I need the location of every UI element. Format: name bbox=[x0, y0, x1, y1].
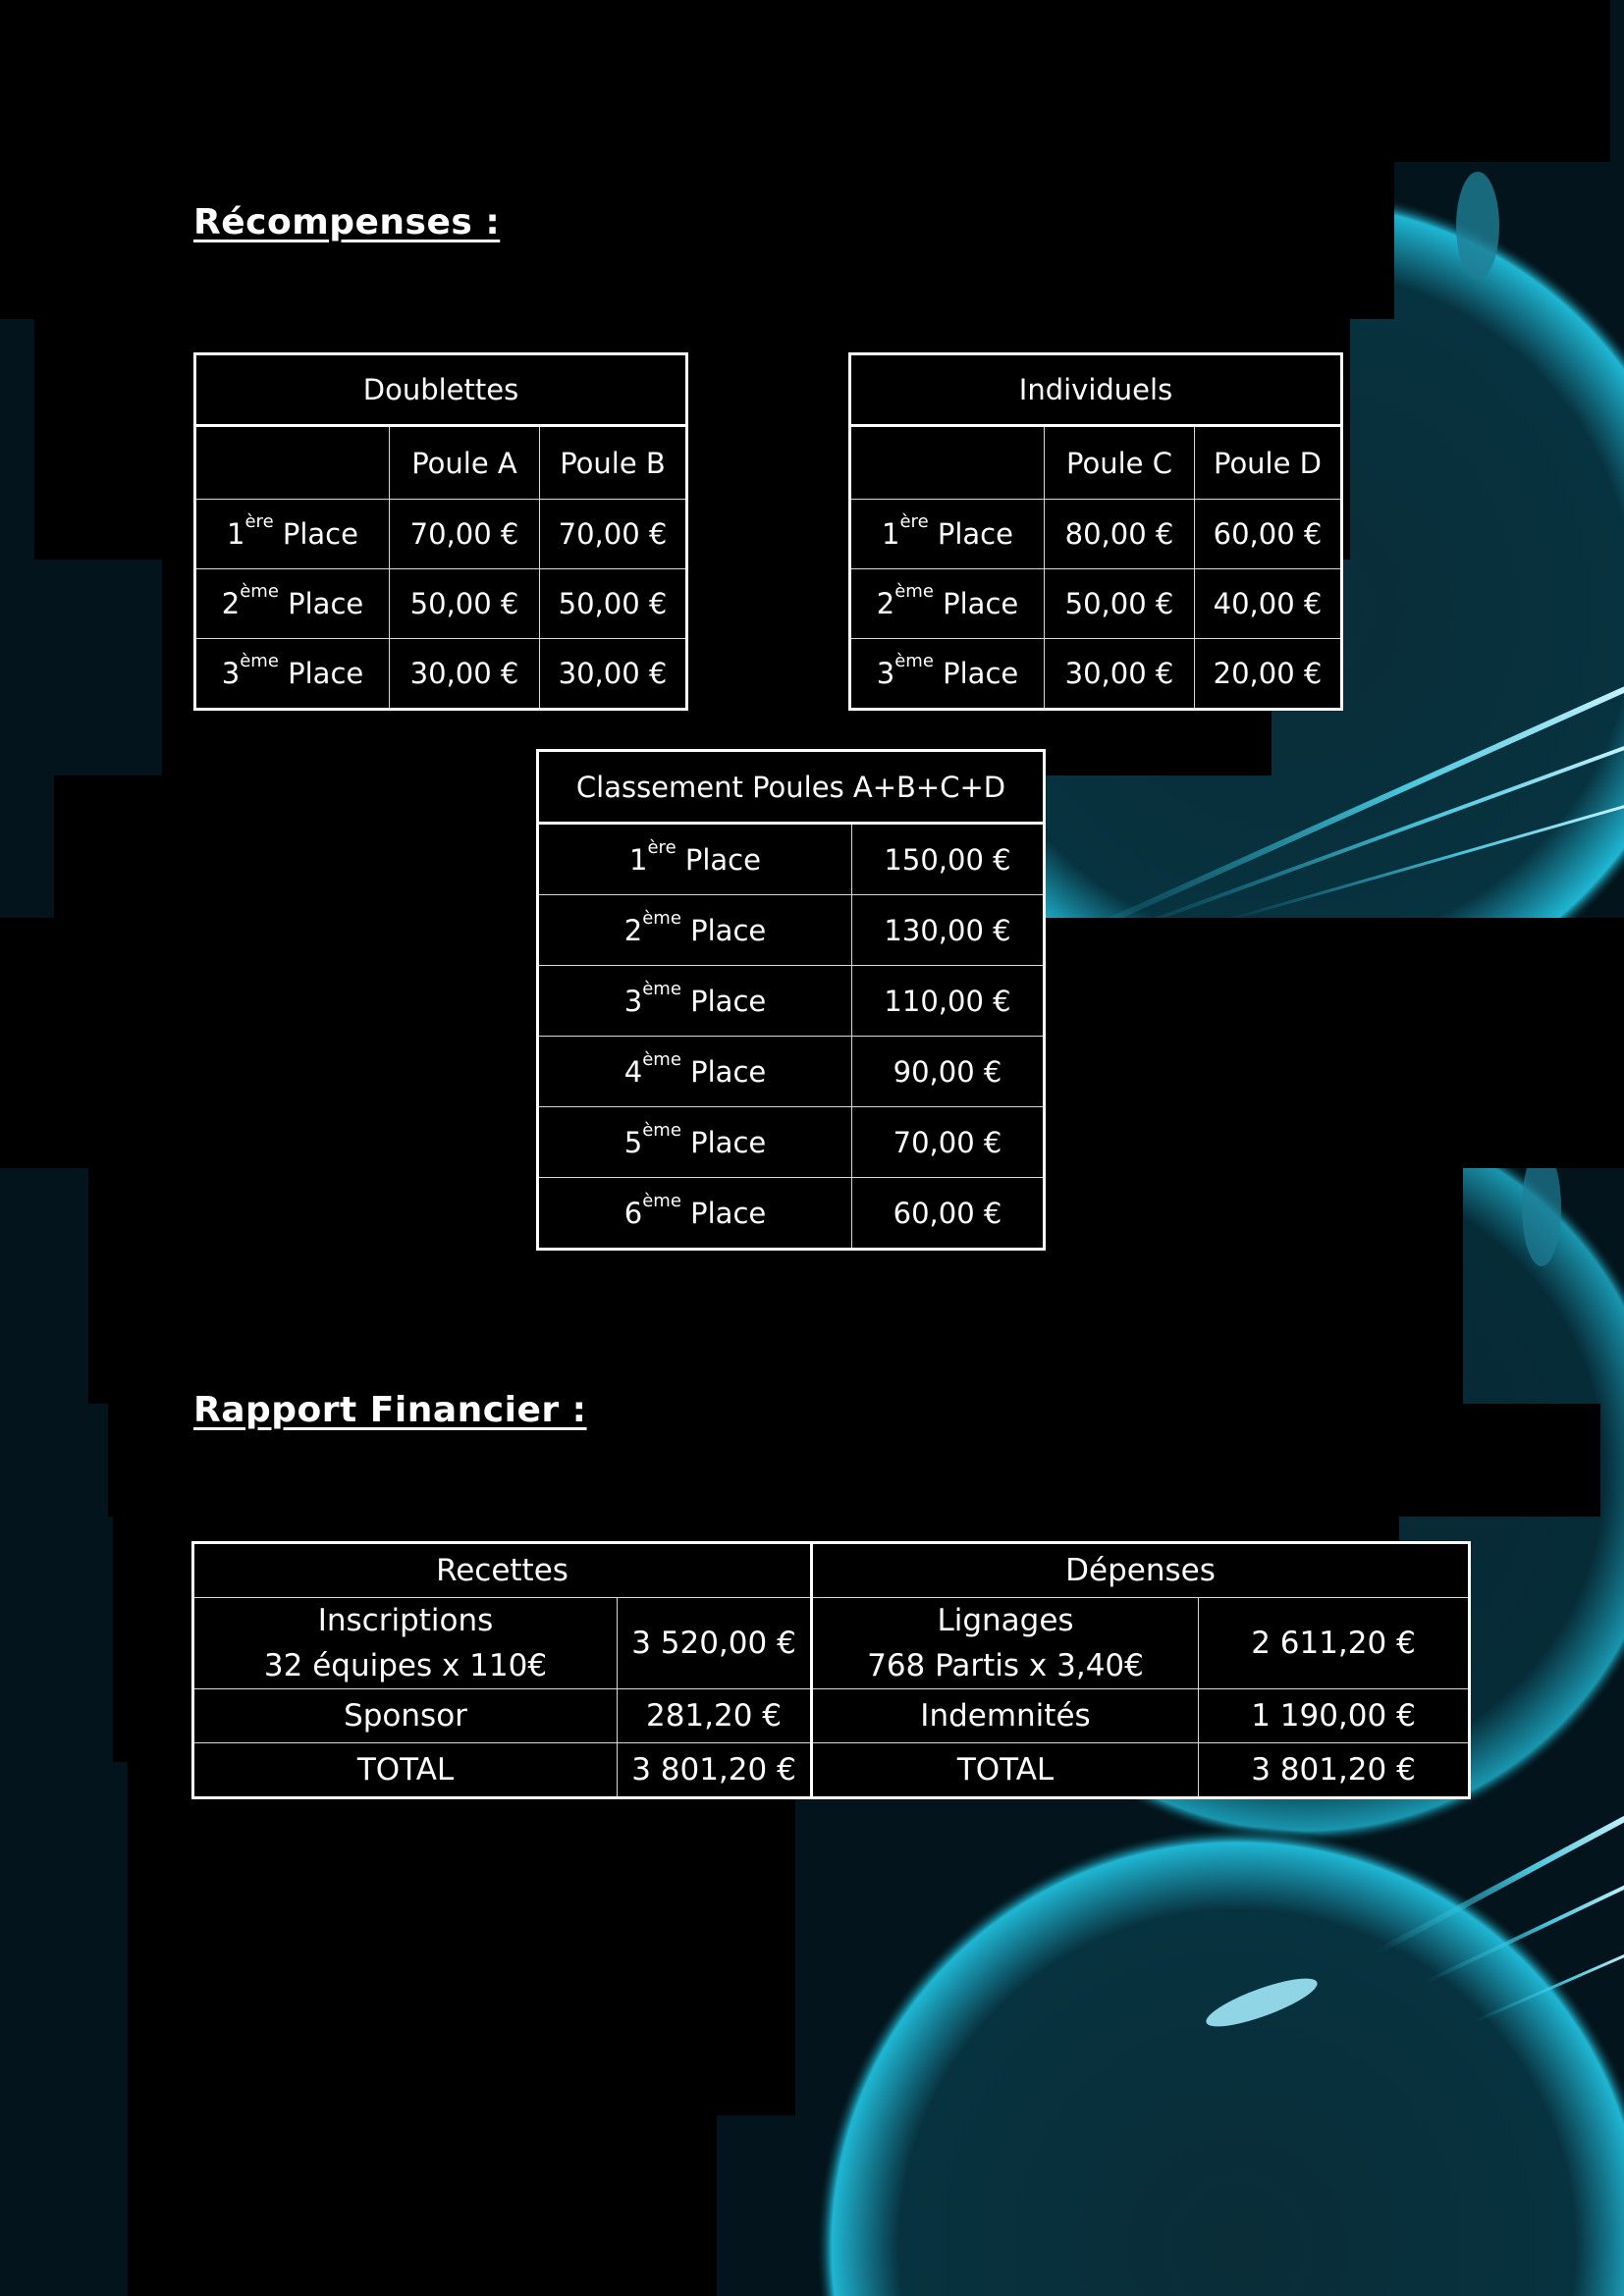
prize-cell: 50,00 € bbox=[390, 569, 540, 639]
table-row bbox=[195, 639, 687, 710]
sponsor-amount: 281,20 € bbox=[618, 1689, 812, 1743]
prize-cell: 50,00 € bbox=[1045, 569, 1195, 639]
recompenses-heading: Récompenses : bbox=[193, 202, 501, 242]
recettes-header: Recettes bbox=[193, 1543, 812, 1598]
prize-cell: 60,00 € bbox=[1195, 500, 1342, 569]
col-header-poule-d: Poule D bbox=[1195, 426, 1342, 500]
place-label: 3ème Place bbox=[850, 639, 1045, 710]
prize-cell: 30,00 € bbox=[390, 639, 540, 710]
total-recettes-label: TOTAL bbox=[193, 1743, 618, 1798]
place-label: 1ère Place bbox=[195, 500, 390, 569]
doublettes-title: Doublettes bbox=[195, 354, 687, 426]
table-row bbox=[538, 1178, 1045, 1250]
total-depenses-amount: 3 801,20 € bbox=[1199, 1743, 1470, 1798]
financial-report-table bbox=[191, 1541, 1471, 1799]
col-header-poule-a: Poule A bbox=[390, 426, 540, 500]
table-row bbox=[538, 1107, 1045, 1178]
inscriptions-amount: 3 520,00 € bbox=[618, 1598, 812, 1689]
prize-cell: 40,00 € bbox=[1195, 569, 1342, 639]
prize-cell: 130,00 € bbox=[852, 895, 1045, 966]
individuels-table bbox=[848, 352, 1343, 711]
total-depenses-label: TOTAL bbox=[812, 1743, 1199, 1798]
prize-cell: 70,00 € bbox=[852, 1107, 1045, 1178]
classement-table bbox=[536, 749, 1046, 1251]
table-row bbox=[850, 569, 1342, 639]
indemnites-amount: 1 190,00 € bbox=[1199, 1689, 1470, 1743]
individuels-title: Individuels bbox=[850, 354, 1342, 426]
table-row bbox=[850, 500, 1342, 569]
place-label: 4ème Place bbox=[538, 1037, 852, 1107]
place-label: 2ème Place bbox=[850, 569, 1045, 639]
place-label: 5ème Place bbox=[538, 1107, 852, 1178]
table-row bbox=[538, 824, 1045, 895]
place-label: 3ème Place bbox=[538, 966, 852, 1037]
prize-cell: 70,00 € bbox=[390, 500, 540, 569]
prize-cell: 150,00 € bbox=[852, 824, 1045, 895]
lignages-amount: 2 611,20 € bbox=[1199, 1598, 1470, 1689]
table-row bbox=[538, 966, 1045, 1037]
col-header-poule-b: Poule B bbox=[540, 426, 687, 500]
prize-cell: 70,00 € bbox=[540, 500, 687, 569]
total-recettes-amount: 3 801,20 € bbox=[618, 1743, 812, 1798]
empty-header-cell bbox=[195, 426, 390, 500]
prize-cell: 30,00 € bbox=[1045, 639, 1195, 710]
table-row bbox=[850, 639, 1342, 710]
indemnites-label: Indemnités bbox=[812, 1689, 1199, 1743]
table-row bbox=[538, 1037, 1045, 1107]
prize-cell: 110,00 € bbox=[852, 966, 1045, 1037]
empty-header-cell bbox=[850, 426, 1045, 500]
table-row bbox=[538, 895, 1045, 966]
place-label: 2ème Place bbox=[538, 895, 852, 966]
prize-cell: 50,00 € bbox=[540, 569, 687, 639]
place-label: 1ère Place bbox=[538, 824, 852, 895]
prize-cell: 20,00 € bbox=[1195, 639, 1342, 710]
depenses-header: Dépenses bbox=[812, 1543, 1470, 1598]
col-header-poule-c: Poule C bbox=[1045, 426, 1195, 500]
prize-cell: 30,00 € bbox=[540, 639, 687, 710]
prize-cell: 90,00 € bbox=[852, 1037, 1045, 1107]
rapport-financier-heading: Rapport Financier : bbox=[193, 1390, 587, 1430]
classement-title: Classement Poules A+B+C+D bbox=[538, 751, 1045, 824]
doublettes-table bbox=[193, 352, 688, 711]
inscriptions-label: Inscriptions 32 équipes x 110€ bbox=[193, 1598, 618, 1689]
prize-cell: 80,00 € bbox=[1045, 500, 1195, 569]
place-label: 3ème Place bbox=[195, 639, 390, 710]
lignages-label: Lignages 768 Partis x 3,40€ bbox=[812, 1598, 1199, 1689]
table-row bbox=[195, 569, 687, 639]
table-row bbox=[193, 1598, 1470, 1689]
place-label: 1ère Place bbox=[850, 500, 1045, 569]
table-row bbox=[195, 500, 687, 569]
prize-cell: 60,00 € bbox=[852, 1178, 1045, 1250]
table-row bbox=[193, 1743, 1470, 1798]
place-label: 2ème Place bbox=[195, 569, 390, 639]
table-row bbox=[193, 1689, 1470, 1743]
place-label: 6ème Place bbox=[538, 1178, 852, 1250]
sponsor-label: Sponsor bbox=[193, 1689, 618, 1743]
